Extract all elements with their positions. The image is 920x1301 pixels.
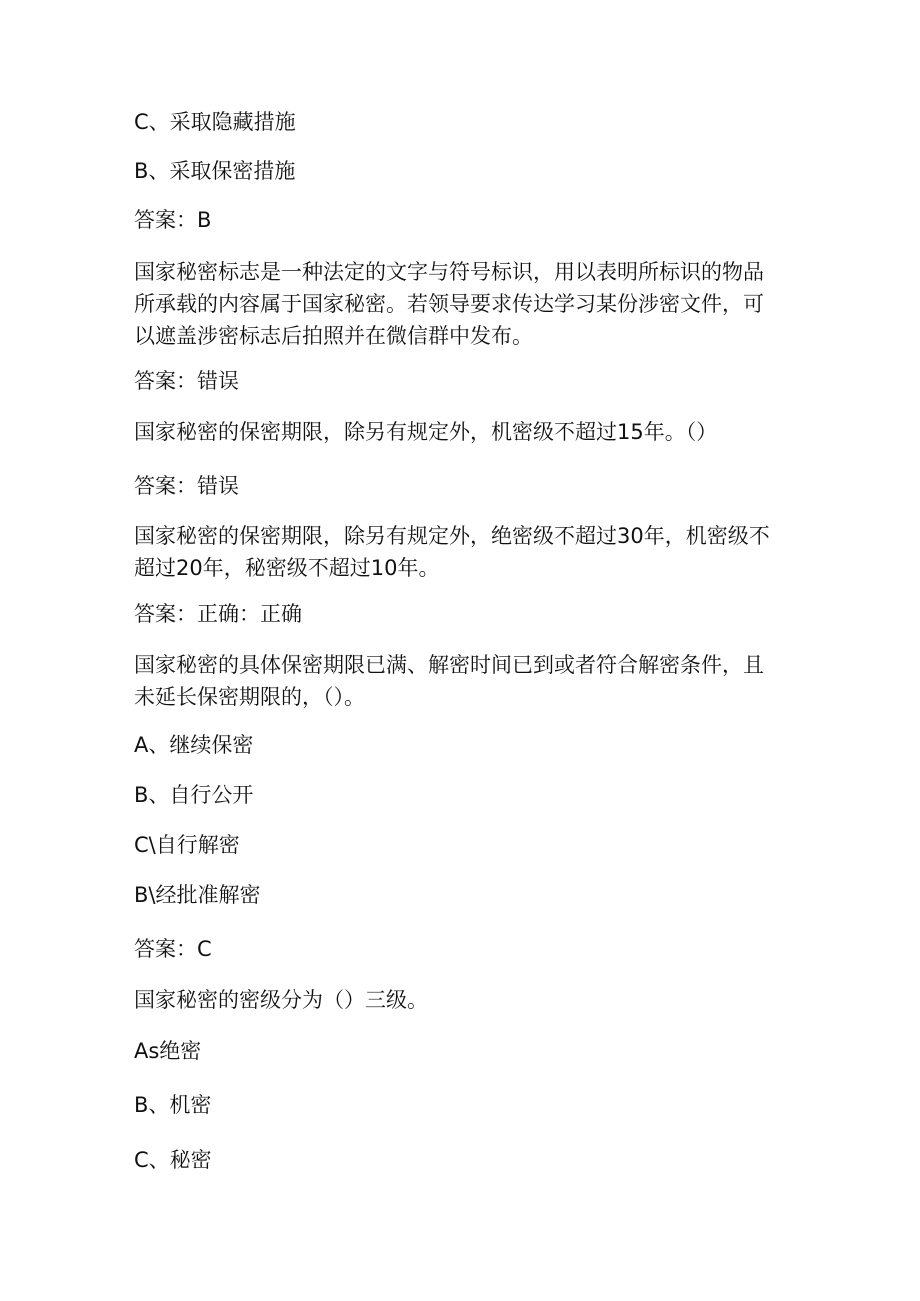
question-text-line: 国家秘密标志是一种法定的文字与符号标识，用以表明所标识的物品 xyxy=(134,260,764,284)
option-line: B\经批准解密 xyxy=(134,883,261,907)
option-line: B、自行公开 xyxy=(134,783,254,807)
question-text-line: 以遮盖涉密标志后拍照并在微信群中发布。 xyxy=(134,324,533,348)
option-line: C、秘密 xyxy=(134,1148,212,1172)
question-paragraph xyxy=(134,256,794,352)
option-line: B、采取保密措施 xyxy=(134,159,296,183)
question-text-line: 所承载的内容属于国家秘密。若领导要求传达学习某份涉密文件，可 xyxy=(134,292,764,316)
option-line: A、继续保密 xyxy=(134,733,254,757)
answer-line: 答案：C xyxy=(134,937,212,961)
answer-line: 答案：B xyxy=(134,208,212,232)
option-line: As绝密 xyxy=(134,1039,202,1063)
answer-line: 答案：错误 xyxy=(134,369,239,393)
option-line: B、机密 xyxy=(134,1093,212,1117)
question-paragraph xyxy=(134,520,794,584)
question-text-line: 未延长保密期限的，（）。 xyxy=(134,685,365,709)
question-paragraph xyxy=(134,649,794,713)
question-text-line: 国家秘密的保密期限，除另有规定外，绝密级不超过30年，机密级不 xyxy=(134,524,770,548)
option-line: C\自行解密 xyxy=(134,833,240,857)
answer-line: 答案：正确：正确 xyxy=(134,602,302,626)
answer-line: 答案：错误 xyxy=(134,474,239,498)
question-text-line: 超过20年，秘密级不超过10年。 xyxy=(134,556,440,580)
question-text-line: 国家秘密的具体保密期限已满、解密时间已到或者符合解密条件，且 xyxy=(134,653,764,677)
option-line: C、采取隐藏措施 xyxy=(134,110,296,134)
question-text: 国家秘密的保密期限，除另有规定外，机密级不超过15年。（） xyxy=(134,420,718,444)
question-text: 国家秘密的密级分为（）三级。 xyxy=(134,988,428,1012)
